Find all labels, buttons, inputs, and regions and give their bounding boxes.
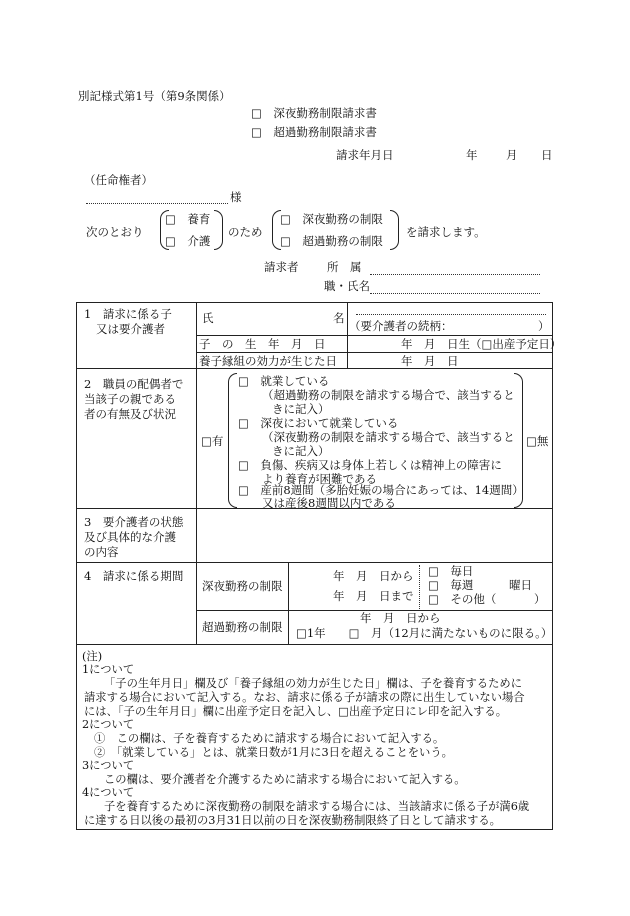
section2-label: 者の有無及び状況 [84, 407, 176, 421]
frequency-other[interactable]: □ その他（ [428, 592, 497, 606]
restriction-night[interactable]: □ 深夜勤務の制限 [280, 212, 383, 226]
option-note: （超過勤務の制限を請求する場合で、該当すると [262, 388, 515, 402]
overtime-restriction-label: 超過勤務の制限 [202, 620, 283, 634]
name-label: 氏 [202, 311, 214, 325]
note-title: 4について [82, 786, 135, 799]
appointer-field[interactable] [86, 203, 228, 204]
option-pregnancy[interactable]: □ 産前8週間（多胎妊娠の場合にあっては、14週間） [238, 483, 524, 497]
birth-date-value[interactable]: 年 月 日生（□出産予定日） [401, 337, 562, 351]
section3-label: 及び具体的な介護 [84, 530, 176, 544]
frequency-daily[interactable]: □ 毎日 [428, 564, 474, 578]
row-divider [76, 562, 553, 563]
date-year: 年 [466, 148, 478, 162]
adoption-date-value[interactable]: 年 月 日 [401, 354, 459, 368]
section2-label: 当該子の親である [84, 392, 176, 406]
relation-close: ） [538, 319, 550, 333]
adoption-date-label: 養子縁組の効力が生じた日 [199, 354, 337, 368]
section2-label: 2 職員の配偶者で [84, 377, 184, 391]
name-label: 名 [333, 311, 345, 325]
frequency-weekday: 曜日 [509, 578, 532, 592]
frequency-other-close: ） [534, 592, 546, 606]
restriction-overtime[interactable]: □ 超過勤務の制限 [280, 234, 383, 248]
note-text: 請求する場合において記入する。なお、請求に係る子が請求の際に出生していない場合 [84, 691, 525, 704]
nursing-content-field[interactable] [200, 515, 550, 559]
option-note: 又は産後8週間以内である [262, 496, 396, 510]
section1-label: 又は要介護者 [96, 322, 165, 336]
overtime-period[interactable]: □1年 □ 月（12月に満たないものに限る。） [296, 626, 553, 640]
row-divider [76, 644, 553, 645]
body-middle: のため [228, 225, 263, 239]
body-suffix: を請求します。 [406, 225, 486, 239]
option-employed[interactable]: □ 就業している [238, 374, 330, 388]
body-prefix: 次のとおり [86, 225, 144, 239]
title-option-overtime[interactable]: □ 超過勤務制限請求書 [251, 125, 377, 139]
appointer-label: （任命権者） [84, 173, 153, 187]
position-name-field[interactable] [370, 293, 540, 294]
name-field[interactable] [356, 314, 546, 315]
options-bracket-left [228, 373, 237, 508]
requester-label: 請求者 [264, 260, 299, 274]
affiliation-label: 所 属 [327, 260, 362, 274]
note-text: 子を養育するために深夜勤務の制限を請求する場合には、当該請求に係る子が満6歳 [104, 800, 530, 813]
affiliation-field[interactable] [370, 274, 540, 275]
note-title: 2について [82, 718, 135, 731]
honorific: 様 [230, 190, 242, 204]
note-text: この欄は、要介護者を介護するために請求する場合において記入する。 [104, 773, 466, 786]
note-title: 3について [82, 759, 135, 772]
date-day: 日 [541, 148, 553, 162]
section3-label: 3 要介護者の状態 [84, 515, 184, 529]
relation-label[interactable]: （要介護者の続柄： [349, 319, 453, 333]
section1-label: 1 請求に係る子 [84, 307, 172, 321]
position-name-label: 職・氏名 [324, 279, 370, 293]
dotted-separator [419, 565, 420, 609]
option-note: より養育が困難である [262, 472, 377, 486]
option-note: きに記入） [272, 444, 330, 458]
option-note: きに記入） [272, 402, 330, 416]
request-date-label: 請求年月日 [336, 148, 394, 162]
bracket-right [390, 210, 399, 250]
row-divider [196, 335, 553, 336]
column-divider [288, 562, 289, 644]
bracket-right [214, 210, 223, 250]
section3-label: の内容 [84, 545, 119, 559]
note-text: 「子の生年月日」欄及び「養子縁組の効力が生じた日」欄は、子を養育するために [104, 677, 522, 690]
option-disability[interactable]: □ 負傷、疾病又は身体上若しくは精神上の障害に [238, 458, 502, 472]
option-note: （深夜勤務の制限を請求する場合で、該当すると [262, 430, 515, 444]
night-to-date[interactable]: 年 月 日まで [333, 589, 414, 603]
section4-label: 4 請求に係る期間 [84, 569, 184, 583]
form-id: 別記様式第1号（第9条関係） [78, 89, 231, 103]
title-option-night[interactable]: □ 深夜勤務制限請求書 [251, 106, 377, 120]
note-title: 1について [82, 663, 135, 676]
option-night-work[interactable]: □ 深夜において就業している [238, 416, 399, 430]
note-text: には、「子の生年月日」欄に出産予定日を記入し、□出産予定日にレ印を記入する。 [84, 705, 508, 718]
birth-date-label: 子 の 生 年 月 日 [199, 337, 326, 351]
spouse-yes-checkbox[interactable]: □有 [201, 434, 224, 448]
row-divider [196, 352, 553, 353]
night-restriction-label: 深夜勤務の制限 [202, 579, 283, 593]
note-text: ① この欄は、子を養育するために請求する場合において記入する。 [94, 732, 445, 745]
frequency-weekly[interactable]: □ 毎週 [428, 578, 474, 592]
notes-heading: (注) [82, 650, 103, 663]
purpose-nursing[interactable]: □ 介護 [165, 234, 211, 248]
column-divider [347, 302, 348, 368]
date-month: 月 [506, 148, 518, 162]
note-text: ② 「就業している」とは、就業日数が1月に3日を超えることをいう。 [94, 746, 453, 759]
note-text: に達する日以後の最初の3月31日以前の日を深夜勤務制限終了日として請求する。 [84, 814, 501, 827]
column-divider [196, 302, 197, 644]
overtime-from-date[interactable]: 年 月 日から [360, 611, 441, 625]
night-from-date[interactable]: 年 月 日から [333, 569, 414, 583]
purpose-childcare[interactable]: □ 養育 [165, 212, 211, 226]
spouse-no-checkbox[interactable]: □無 [526, 434, 549, 448]
